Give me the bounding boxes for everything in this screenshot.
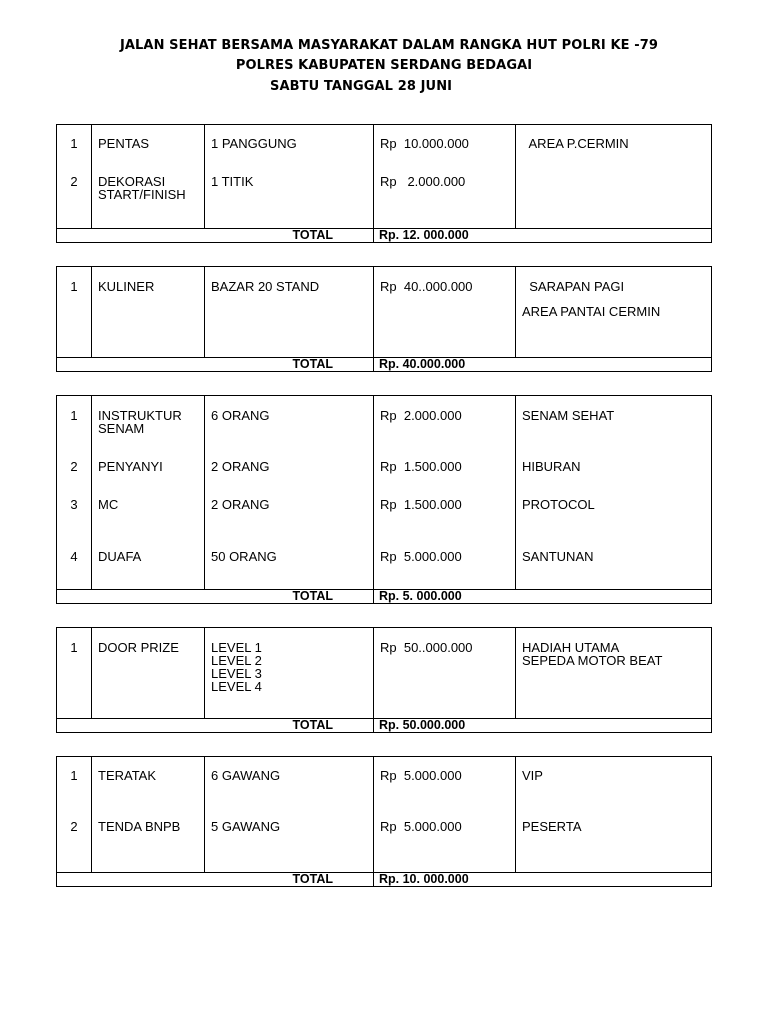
- item-quantity: 2 ORANG: [211, 459, 270, 474]
- total-row: [57, 719, 712, 733]
- item-note: PESERTA: [522, 819, 582, 834]
- item-quantity: BAZAR 20 STAND: [211, 279, 320, 294]
- item-quantity: LEVEL 1 LEVEL 2 LEVEL 3 LEVEL 4: [211, 640, 262, 694]
- total-value: Rp. 50.000.000: [374, 719, 712, 733]
- total-row: [57, 590, 712, 604]
- budget-table-tents: [56, 756, 712, 887]
- total-value: Rp. 40.000.000: [374, 358, 712, 372]
- table-row: [57, 757, 712, 873]
- item-note: SARAPAN PAGI: [522, 279, 625, 294]
- row-number: 1: [70, 408, 78, 423]
- item-name: MC: [98, 497, 119, 512]
- row-number: 2: [70, 174, 78, 189]
- item-quantity: 6 GAWANG: [211, 768, 281, 783]
- item-price: Rp 5.000.000: [380, 819, 462, 834]
- row-number: 1: [70, 640, 78, 655]
- total-value: Rp. 5. 000.000: [374, 590, 712, 604]
- item-note-secondary: AREA PANTAI CERMIN: [522, 304, 661, 319]
- table-row: [57, 396, 712, 590]
- item-price: Rp 1.500.000: [380, 459, 462, 474]
- item-price: Rp 2.000.000: [380, 174, 466, 189]
- document-subtitle: POLRES KABUPATEN SERDANG BEDAGAI: [235, 58, 533, 73]
- document-date: SABTU TANGGAL 28 JUNI: [270, 79, 453, 94]
- item-note: VIP: [522, 768, 543, 783]
- total-label: TOTAL: [57, 358, 374, 372]
- item-note: HADIAH UTAMA SEPEDA MOTOR BEAT: [522, 640, 663, 668]
- budget-table-door-prize: [56, 627, 712, 733]
- item-name: PENYANYI: [98, 459, 163, 474]
- item-name: DUAFA: [98, 549, 142, 564]
- row-number: 4: [70, 549, 78, 564]
- total-label: TOTAL: [57, 873, 374, 887]
- item-name: DOOR PRIZE: [98, 640, 179, 655]
- row-number: 1: [70, 768, 78, 783]
- item-price: Rp 5.000.000: [380, 768, 462, 783]
- item-name: KULINER: [98, 279, 155, 294]
- budget-table-culinary: [56, 266, 712, 372]
- document-title: JALAN SEHAT BERSAMA MASYARAKAT DALAM RANGKA HUT POLRI KE -79: [119, 38, 659, 53]
- row-number: 1: [70, 279, 78, 294]
- item-name: TENDA BNPB: [98, 819, 181, 834]
- item-note: SENAM SEHAT: [522, 408, 615, 423]
- total-value: Rp. 10. 000.000: [374, 873, 712, 887]
- item-quantity: 50 ORANG: [211, 549, 277, 564]
- item-quantity: 1 TITIK: [211, 174, 254, 189]
- row-number: 2: [70, 819, 78, 834]
- item-quantity: 1 PANGGUNG: [211, 136, 297, 151]
- item-price: Rp 10.000.000: [380, 136, 469, 151]
- total-row: [57, 873, 712, 887]
- total-row: [57, 358, 712, 372]
- total-label: TOTAL: [57, 590, 374, 604]
- table-row: [57, 125, 712, 229]
- item-name: INSTRUKTUR SENAM: [98, 408, 182, 436]
- item-name: PENTAS: [98, 136, 150, 151]
- budget-table-stage: [56, 124, 712, 243]
- item-quantity: 5 GAWANG: [211, 819, 281, 834]
- item-note: PROTOCOL: [522, 497, 595, 512]
- item-quantity: 2 ORANG: [211, 497, 270, 512]
- item-price: Rp 50..000.000: [380, 640, 473, 655]
- budget-table-personnel: [56, 395, 712, 604]
- table-row: [57, 628, 712, 719]
- table-row: [57, 267, 712, 358]
- item-quantity: 6 ORANG: [211, 408, 270, 423]
- item-name: TERATAK: [98, 768, 157, 783]
- item-name: DEKORASI START/FINISH: [98, 174, 186, 202]
- total-label: TOTAL: [57, 719, 374, 733]
- item-note: HIBURAN: [522, 459, 581, 474]
- total-row: [57, 229, 712, 243]
- item-note: SANTUNAN: [522, 549, 594, 564]
- item-price: Rp 5.000.000: [380, 549, 462, 564]
- row-number: 1: [70, 136, 78, 151]
- item-note: AREA P.CERMIN: [522, 136, 629, 151]
- row-number: 2: [70, 459, 78, 474]
- total-label: TOTAL: [57, 229, 374, 243]
- item-price: Rp 40..000.000: [380, 279, 473, 294]
- total-value: Rp. 12. 000.000: [374, 229, 712, 243]
- item-price: Rp 2.000.000: [380, 408, 462, 423]
- item-price: Rp 1.500.000: [380, 497, 462, 512]
- row-number: 3: [70, 497, 78, 512]
